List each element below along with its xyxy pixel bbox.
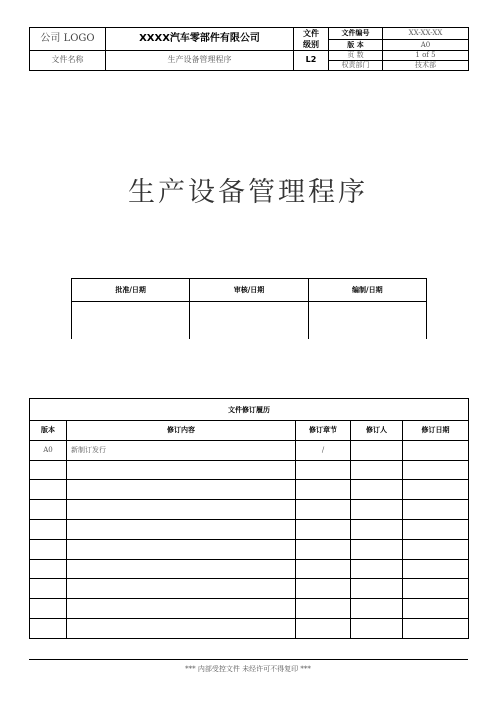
row-date-cell <box>403 460 469 480</box>
table-row <box>30 539 469 559</box>
table-row <box>30 519 469 539</box>
row-version-cell <box>30 519 67 539</box>
row-section-cell <box>296 579 351 599</box>
row-version-cell <box>30 460 67 480</box>
page-count-value: 1 of 5 <box>383 51 469 61</box>
row-content-cell <box>67 519 296 539</box>
file-level-label: 文件 级别 <box>294 28 329 51</box>
row-section-cell <box>296 460 351 480</box>
row-reviser-cell <box>351 440 403 460</box>
row-content-cell: 新制订发行 <box>67 440 296 460</box>
version-label: 版 本 <box>329 39 383 51</box>
row-version-cell: A0 <box>30 440 67 460</box>
col-reviser-header: 修订人 <box>351 421 403 441</box>
row-date-cell <box>403 559 469 579</box>
document-title: 生产设备管理程序 <box>128 177 368 208</box>
row-version-cell <box>30 559 67 579</box>
row-date-cell <box>403 500 469 520</box>
col-section-header: 修订章节 <box>296 421 351 441</box>
table-row <box>30 559 469 579</box>
row-section-cell <box>296 599 351 619</box>
table-row <box>30 579 469 599</box>
col-version-header: 版本 <box>30 421 67 441</box>
col-date-header: 修订日期 <box>403 421 469 441</box>
doc-number-label: 文件编号 <box>329 28 383 40</box>
row-content-cell <box>67 500 296 520</box>
row-section-cell <box>296 539 351 559</box>
row-reviser-cell <box>351 460 403 480</box>
table-row <box>30 460 469 480</box>
table-row <box>30 599 469 619</box>
row-content-cell <box>67 599 296 619</box>
company-name: XXXX汽车零部件有限公司 <box>106 28 294 51</box>
row-reviser-cell <box>351 519 403 539</box>
col-content-header: 修订内容 <box>67 421 296 441</box>
row-version-cell <box>30 500 67 520</box>
row-section-cell <box>296 480 351 500</box>
row-section-cell <box>296 500 351 520</box>
footer-notice: *** 内部受控文件 未经许可不得复印 *** <box>185 665 311 673</box>
responsible-dept-label: 权责部门 <box>329 60 383 70</box>
row-section-cell <box>296 618 351 638</box>
version-value: A0 <box>383 39 469 51</box>
row-reviser-cell <box>351 480 403 500</box>
row-content-cell <box>67 480 296 500</box>
row-version-cell <box>30 579 67 599</box>
row-content-cell <box>67 460 296 480</box>
file-name-label: 文件名称 <box>30 51 106 71</box>
row-reviser-cell <box>351 579 403 599</box>
prepare-date-header: 编制/日期 <box>308 279 426 302</box>
row-version-cell <box>30 618 67 638</box>
row-section-cell <box>296 519 351 539</box>
row-reviser-cell <box>351 599 403 619</box>
row-version-cell <box>30 599 67 619</box>
row-reviser-cell <box>351 500 403 520</box>
row-date-cell <box>403 599 469 619</box>
approve-date-header: 批准/日期 <box>72 279 190 302</box>
row-section-cell <box>296 559 351 579</box>
approval-table <box>71 278 427 339</box>
row-date-cell <box>403 440 469 460</box>
file-level-value: L2 <box>294 51 329 71</box>
row-date-cell <box>403 579 469 599</box>
page-count-label: 页 数 <box>329 51 383 61</box>
prepare-signature-cell <box>308 302 426 340</box>
revision-history-table <box>29 398 469 639</box>
table-row <box>30 440 469 460</box>
row-date-cell <box>403 539 469 559</box>
row-version-cell <box>30 539 67 559</box>
row-content-cell <box>67 559 296 579</box>
table-row <box>30 500 469 520</box>
row-date-cell <box>403 618 469 638</box>
revision-history-caption: 文件修订履历 <box>30 399 469 421</box>
approve-signature-cell <box>72 302 190 340</box>
responsible-dept-value: 技术部 <box>383 60 469 70</box>
footer-divider <box>29 659 468 660</box>
company-logo-placeholder: 公司 LOGO <box>30 28 106 51</box>
doc-number-value: XX-XX-XX <box>383 28 469 40</box>
row-reviser-cell <box>351 539 403 559</box>
review-date-header: 审核/日期 <box>190 279 308 302</box>
row-content-cell <box>67 579 296 599</box>
row-content-cell <box>67 539 296 559</box>
row-content-cell <box>67 618 296 638</box>
row-reviser-cell <box>351 618 403 638</box>
row-reviser-cell <box>351 559 403 579</box>
row-version-cell <box>30 480 67 500</box>
row-date-cell <box>403 480 469 500</box>
table-row <box>30 618 469 638</box>
file-name-value: 生产设备管理程序 <box>106 51 294 71</box>
row-section-cell: / <box>296 440 351 460</box>
review-signature-cell <box>190 302 308 340</box>
document-header-table <box>29 27 469 71</box>
table-row <box>30 480 469 500</box>
row-date-cell <box>403 519 469 539</box>
